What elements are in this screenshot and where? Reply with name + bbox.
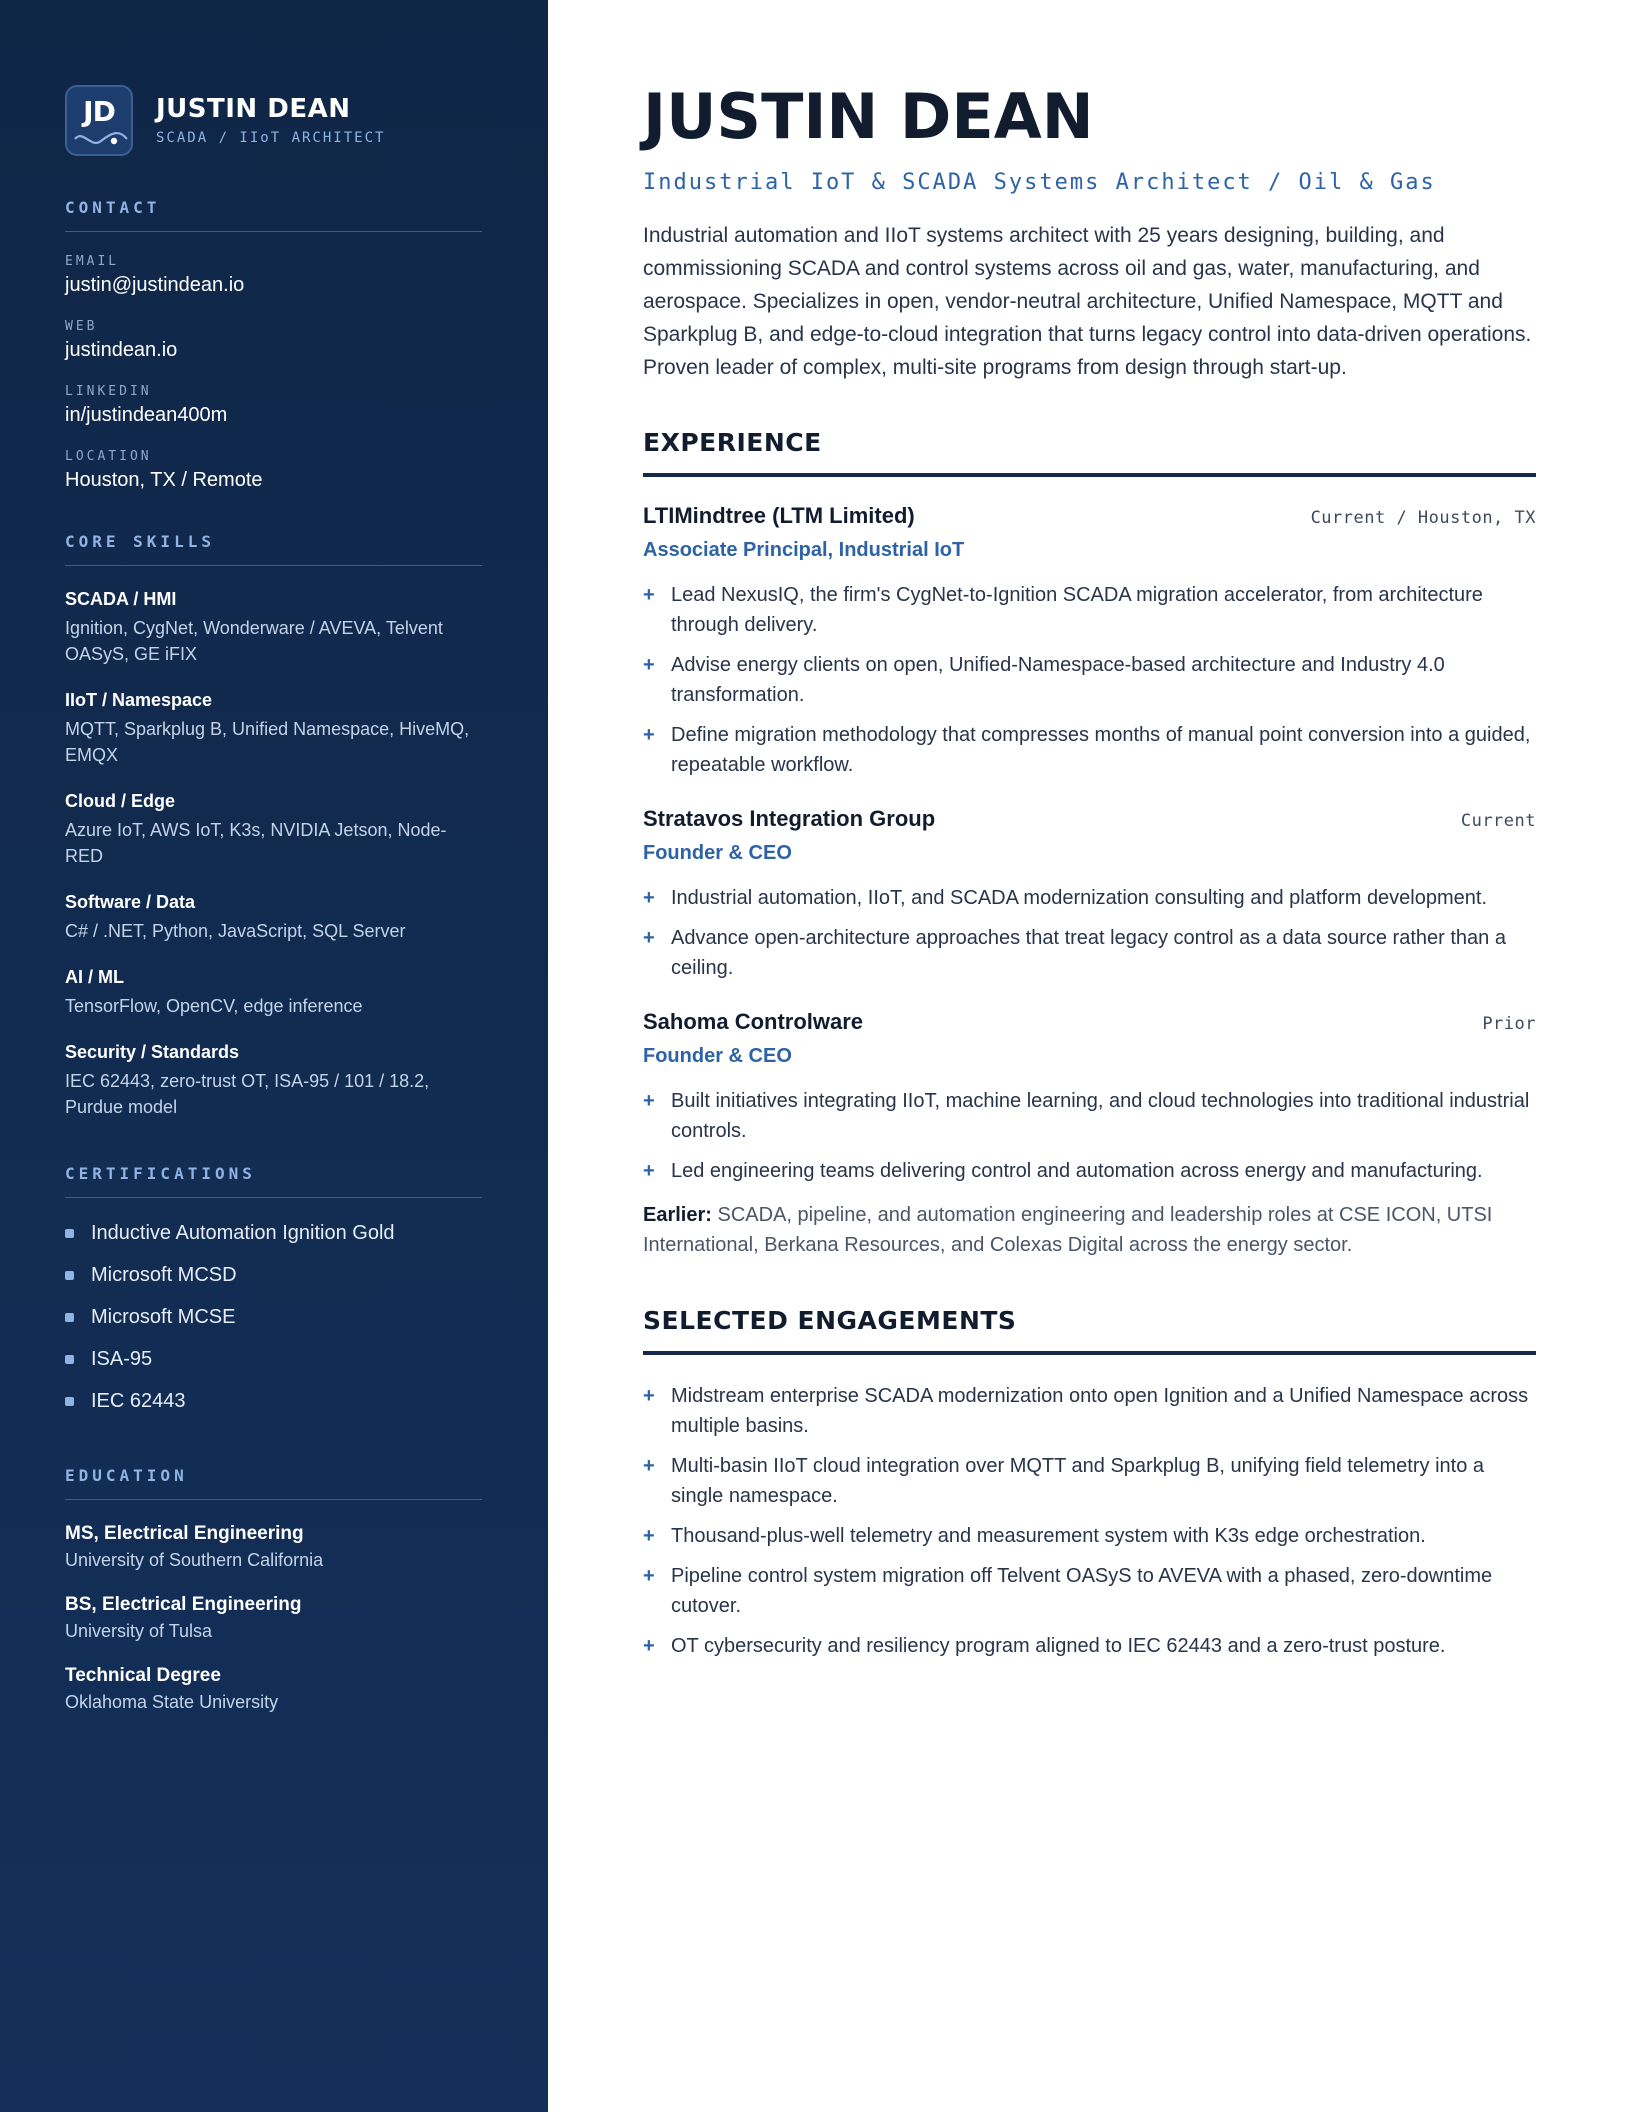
job-title: Founder & CEO [643, 842, 792, 864]
skill-items: C# / .NET, Python, JavaScript, SQL Server [65, 921, 406, 941]
job-title: Founder & CEO [643, 1045, 792, 1067]
list-item [643, 1451, 1536, 1511]
job-bullets [643, 883, 1536, 983]
plus-icon: + [643, 724, 655, 746]
education-heading: EDUCATION [65, 1466, 482, 1500]
school: Oklahoma State University [65, 1692, 279, 1712]
plus-icon: + [643, 1090, 655, 1112]
bullet-text: OT cybersecurity and resiliency program aligned to IEC 62443 and a zero-trust posture. [671, 1635, 1446, 1657]
skill-category: Cloud / Edge [65, 791, 175, 811]
cert-label: Inductive Automation Ignition Gold [91, 1221, 395, 1244]
summary: Industrial automation and IIoT systems architect with 25 years designing, building, and commissioning SCADA and control systems across oil and gas, water, manufacturing, and aerospace. Specializes in open, vendor-neutral architecture, Unified Namespace, MQTT and Sparkplug B, and edge-to-cloud integration that turns legacy control into data-driven operations. Proven leader of complex, multi-site programs from design through start-up. [643, 224, 1532, 379]
list-item [643, 1521, 1536, 1551]
skill-items: TensorFlow, OpenCV, edge inference [65, 996, 363, 1016]
sidebar-role: SCADA / IIoT ARCHITECT [156, 130, 386, 146]
job-entry [643, 1009, 1536, 1186]
list-item [643, 650, 1536, 710]
skill-category: Software / Data [65, 892, 196, 912]
education-list [65, 1522, 482, 1713]
email-value[interactable]: justin@justindean.io [65, 274, 245, 296]
plus-icon: + [643, 1385, 655, 1407]
job-bullets [643, 580, 1536, 780]
web-value[interactable]: justindean.io [65, 339, 178, 361]
school: University of Tulsa [65, 1621, 213, 1641]
logo-initials: JD [83, 94, 115, 128]
earlier-text: SCADA, pipeline, and automation engineering and leadership roles at CSE ICON, UTSI International, Berkana Resources, and Colexas Digital across the energy sector. [643, 1204, 1493, 1256]
bullet-text: Midstream enterprise SCADA modernization onto open Ignition and a Unified Namespace across multiple basins. [671, 1385, 1529, 1437]
bullet-text: Advise energy clients on open, Unified-Namespace-based architecture and Industry 4.0 transformation. [671, 654, 1445, 706]
skill-items: Azure IoT, AWS IoT, K3s, NVIDIA Jetson, Node-RED [65, 820, 447, 866]
contact-label: WEB [65, 319, 98, 334]
contact-list [65, 254, 482, 492]
square-bullet-icon [65, 1313, 74, 1322]
cert-label: ISA-95 [91, 1347, 153, 1370]
skill-items: IEC 62443, zero-trust OT, ISA-95 / 101 / 18.2, Purdue model [65, 1071, 430, 1117]
skills-list [65, 588, 482, 1120]
list-item [643, 923, 1536, 983]
skill-group [65, 966, 482, 1019]
earlier-roles [643, 1200, 1536, 1260]
main-content [643, 0, 1536, 1671]
bullet-text: Led engineering teams delivering control and automation across energy and manufacturing. [671, 1160, 1483, 1182]
list-item [65, 1254, 482, 1296]
logo [65, 85, 133, 156]
list-item [65, 1380, 482, 1422]
linkedin-value[interactable]: in/justindean400m [65, 404, 228, 426]
skill-category: IIoT / Namespace [65, 690, 213, 710]
contact-label: LINKEDIN [65, 384, 152, 399]
company-name: LTIMindtree (LTM Limited) [643, 503, 915, 528]
list-item [643, 1561, 1536, 1621]
bullet-text: Multi-basin IIoT cloud integration over MQTT and Sparkplug B, unifying field telemetry into a single namespace. [671, 1455, 1484, 1507]
contact-label: EMAIL [65, 254, 120, 269]
engagements-list [643, 1381, 1536, 1661]
job-entry [643, 806, 1536, 983]
school: University of Southern California [65, 1550, 324, 1570]
plus-icon: + [643, 1455, 655, 1477]
sidebar [0, 0, 548, 2112]
location-value: Houston, TX / Remote [65, 469, 263, 491]
certifications-list [65, 1212, 482, 1422]
skill-group [65, 891, 482, 944]
list-item [643, 1086, 1536, 1146]
contact-location [65, 449, 482, 492]
contact-heading: CONTACT [65, 198, 482, 232]
skill-category: Security / Standards [65, 1042, 240, 1062]
plus-icon: + [643, 1525, 655, 1547]
skill-category: AI / ML [65, 967, 124, 987]
sidebar-name: JUSTIN DEAN [156, 94, 351, 124]
cert-label: IEC 62443 [91, 1389, 186, 1412]
skill-group [65, 1041, 482, 1120]
list-item [643, 580, 1536, 640]
plus-icon: + [643, 1160, 655, 1182]
degree: Technical Degree [65, 1665, 221, 1686]
job-bullets [643, 1086, 1536, 1186]
skills-heading: CORE SKILLS [65, 532, 482, 566]
bullet-text: Thousand-plus-well telemetry and measurement system with K3s edge orchestration. [671, 1525, 1426, 1547]
plus-icon: + [643, 887, 655, 909]
page-subtitle: Industrial IoT & SCADA Systems Architect / Oil & Gas [643, 170, 1436, 195]
company-name: Stratavos Integration Group [643, 806, 936, 831]
plus-icon: + [643, 654, 655, 676]
contact-label: LOCATION [65, 449, 152, 464]
wave-signal-icon [73, 131, 129, 149]
education-entry [65, 1522, 482, 1571]
experience-heading: EXPERIENCE [643, 428, 1536, 477]
skill-items: Ignition, CygNet, Wonderware / AVEVA, Telvent OASyS, GE iFIX [65, 618, 443, 664]
list-item [643, 1156, 1536, 1186]
bullet-text: Built initiatives integrating IIoT, machine learning, and cloud technologies into traditional industrial controls. [671, 1090, 1530, 1142]
degree: MS, Electrical Engineering [65, 1523, 304, 1544]
job-entry [643, 503, 1536, 780]
bullet-text: Advance open-architecture approaches that treat legacy control as a data source rather than a ceiling. [671, 927, 1506, 979]
plus-icon: + [643, 584, 655, 606]
page-title: JUSTIN DEAN [643, 80, 1094, 153]
square-bullet-icon [65, 1397, 74, 1406]
skill-group [65, 588, 482, 667]
skill-group [65, 689, 482, 768]
cert-label: Microsoft MCSE [91, 1305, 236, 1328]
list-item [643, 720, 1536, 780]
contact-web [65, 319, 482, 362]
bullet-text: Define migration methodology that compresses months of manual point conversion into a guided, repeatable workflow. [671, 724, 1531, 776]
job-meta: Current / Houston, TX [1310, 508, 1536, 528]
certifications-heading: CERTIFICATIONS [65, 1164, 482, 1198]
list-item [643, 1381, 1536, 1441]
square-bullet-icon [65, 1355, 74, 1364]
education-entry [65, 1664, 482, 1713]
skill-group [65, 790, 482, 869]
degree: BS, Electrical Engineering [65, 1594, 302, 1615]
contact-email [65, 254, 482, 297]
skill-category: SCADA / HMI [65, 589, 177, 609]
list-item [65, 1212, 482, 1254]
list-item [643, 883, 1536, 913]
cert-label: Microsoft MCSD [91, 1263, 237, 1286]
list-item [65, 1296, 482, 1338]
engagements-heading: SELECTED ENGAGEMENTS [643, 1306, 1536, 1355]
list-item [643, 1631, 1536, 1661]
earlier-label: Earlier: [643, 1204, 712, 1226]
education-entry [65, 1593, 482, 1642]
plus-icon: + [643, 1635, 655, 1657]
bullet-text: Lead NexusIQ, the firm's CygNet-to-Ignition SCADA migration accelerator, from architecture through delivery. [671, 584, 1483, 636]
job-meta: Current [1460, 811, 1536, 831]
brand-header [65, 80, 482, 160]
job-meta: Prior [1482, 1014, 1536, 1034]
plus-icon: + [643, 1565, 655, 1587]
plus-icon: + [643, 927, 655, 949]
skill-items: MQTT, Sparkplug B, Unified Namespace, HiveMQ, EMQX [65, 719, 470, 765]
bullet-text: Pipeline control system migration off Telvent OASyS to AVEVA with a phased, zero-downtime cutover. [671, 1565, 1493, 1617]
brand-text [156, 94, 385, 146]
list-item [65, 1338, 482, 1380]
job-title: Associate Principal, Industrial IoT [643, 539, 965, 561]
company-name: Sahoma Controlware [643, 1009, 864, 1034]
bullet-text: Industrial automation, IIoT, and SCADA modernization consulting and platform development. [671, 887, 1488, 909]
contact-linkedin [65, 384, 482, 427]
square-bullet-icon [65, 1271, 74, 1280]
square-bullet-icon [65, 1229, 74, 1238]
